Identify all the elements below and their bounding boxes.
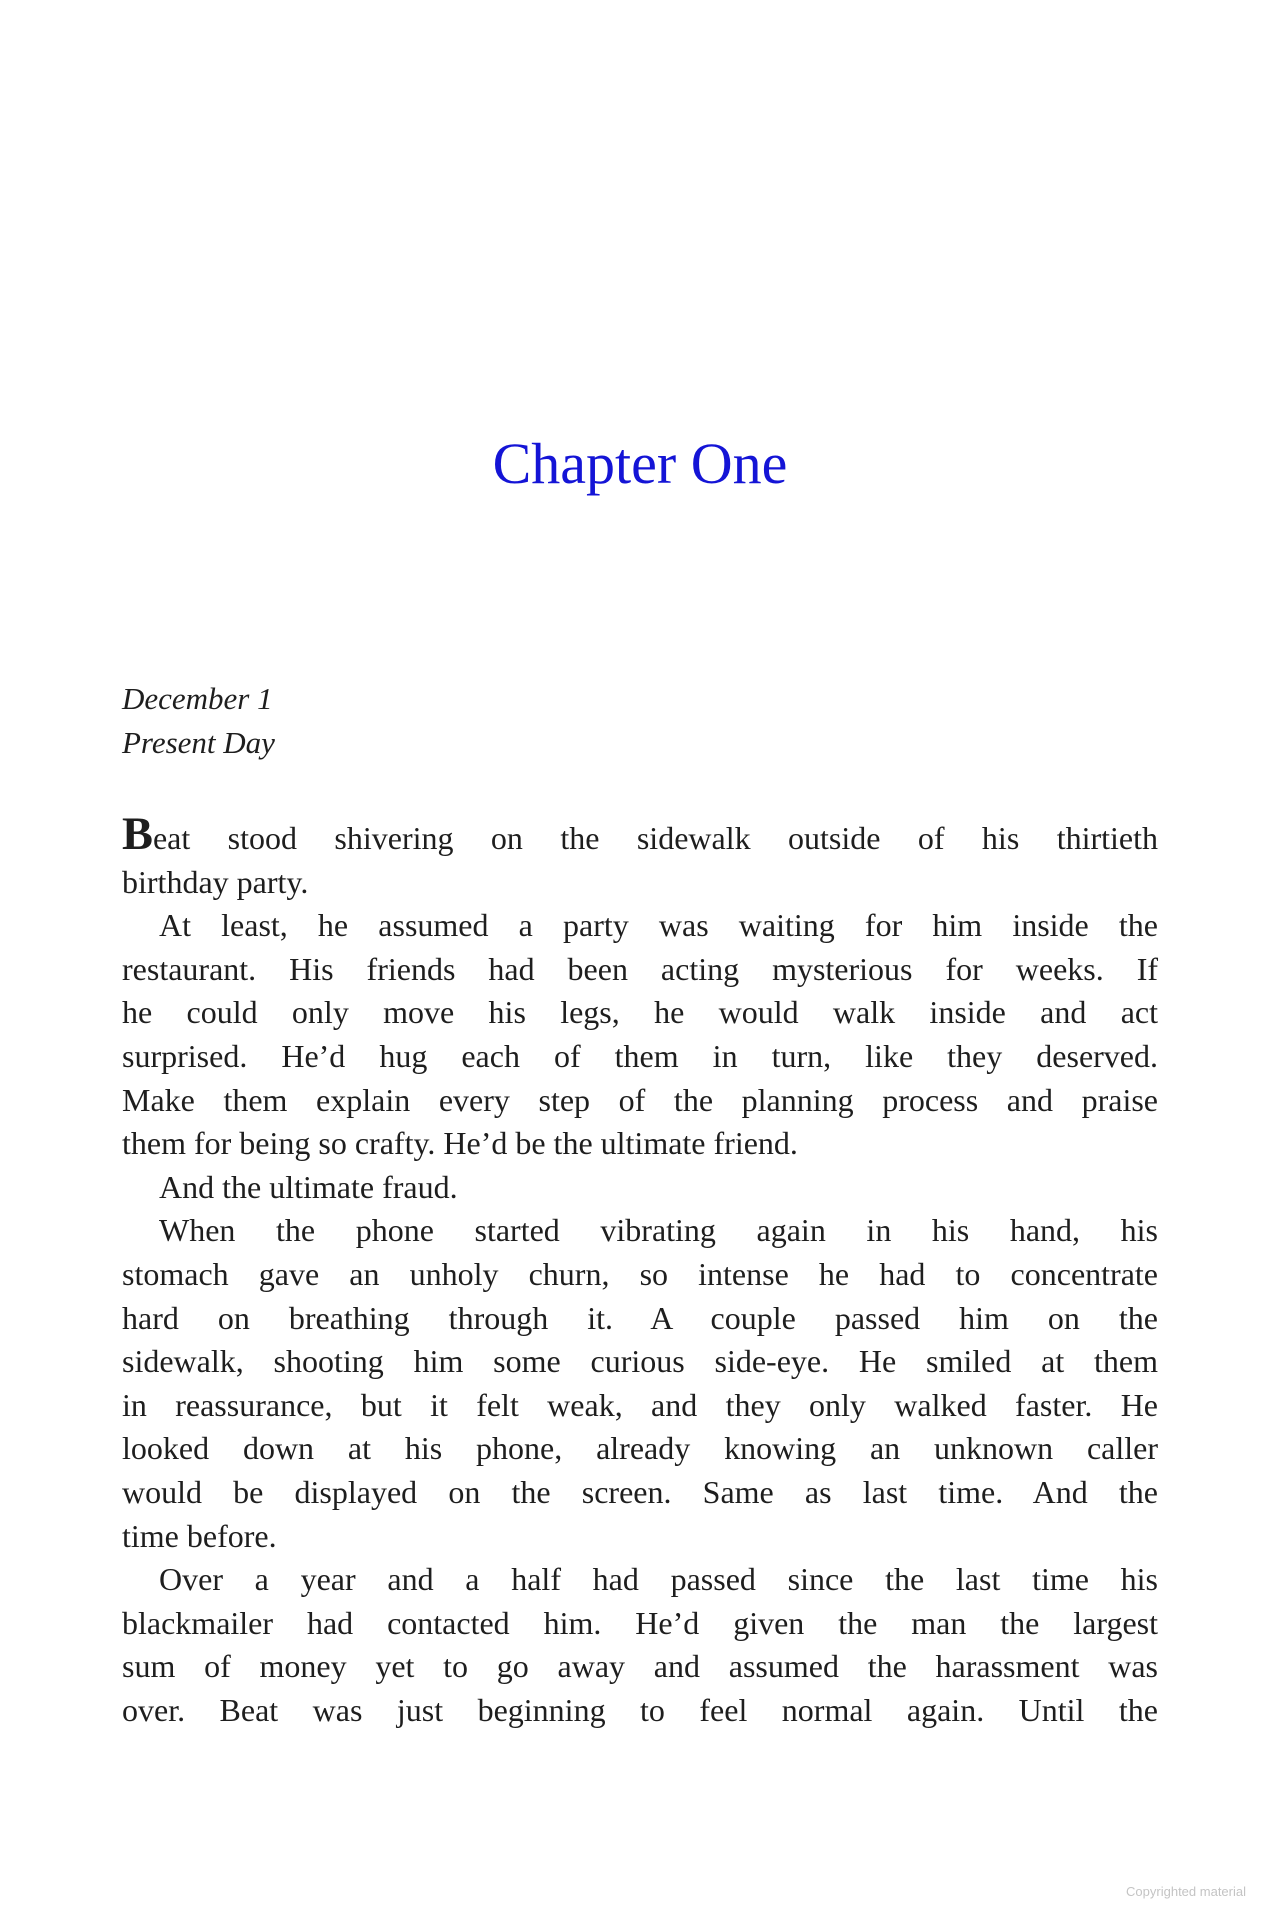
paragraph xyxy=(122,1166,1158,1210)
text-line: When the phone started vibrating again in his hand, his xyxy=(159,1212,1158,1249)
text-line: Over a year and a half had passed since the last time his xyxy=(159,1561,1158,1598)
chapter-body xyxy=(122,809,1158,1732)
dateline-date: December 1 xyxy=(122,681,273,716)
text-line: in reassurance, but it felt weak, and they only walked faster. He xyxy=(122,1386,1158,1423)
text-line: sidewalk, shooting him some curious side-eye. He smiled at them xyxy=(122,1343,1158,1380)
text-line: stomach gave an unholy churn, so intense he had to concentrate xyxy=(122,1255,1158,1292)
paragraph xyxy=(122,904,1158,1166)
text-line: At least, he assumed a party was waiting for him inside the xyxy=(159,907,1158,944)
text-line: time before. xyxy=(122,1517,277,1554)
drop-cap: B xyxy=(122,809,153,860)
paragraph xyxy=(122,1558,1158,1732)
dateline-subtitle: Present Day xyxy=(122,725,275,760)
text-line: would be displayed on the screen. Same as last time. And the xyxy=(122,1473,1158,1510)
text-line: birthday party. xyxy=(122,863,309,900)
text-line: And the ultimate fraud. xyxy=(159,1168,458,1205)
text-line: blackmailer had contacted him. He’d given the man the largest xyxy=(122,1604,1158,1641)
text-line-rest: eat stood shivering on the sidewalk outside of his thirtieth xyxy=(152,820,1158,856)
text-line: sum of money yet to go away and assumed the harassment was xyxy=(122,1648,1158,1685)
chapter-title: Chapter One xyxy=(492,431,788,496)
paragraph xyxy=(122,809,1158,904)
dateline xyxy=(122,677,275,765)
text-line xyxy=(122,809,1158,861)
text-line: he could only move his legs, he would walk inside and act xyxy=(122,994,1158,1031)
text-line: looked down at his phone, already knowing an unknown caller xyxy=(122,1430,1158,1467)
paragraph xyxy=(122,1209,1158,1558)
text-line: them for being so crafty. He’d be the ultimate friend. xyxy=(122,1125,798,1162)
text-line: Make them explain every step of the planning process and praise xyxy=(122,1081,1158,1118)
copyright-watermark: Copyrighted material xyxy=(1126,1884,1246,1899)
text-line: surprised. He’d hug each of them in turn, like they deserved. xyxy=(122,1037,1158,1074)
text-line: over. Beat was just beginning to feel normal again. Until the xyxy=(122,1691,1158,1728)
text-line: hard on breathing through it. A couple passed him on the xyxy=(122,1299,1158,1336)
text-line: restaurant. His friends had been acting mysterious for weeks. If xyxy=(122,950,1158,987)
